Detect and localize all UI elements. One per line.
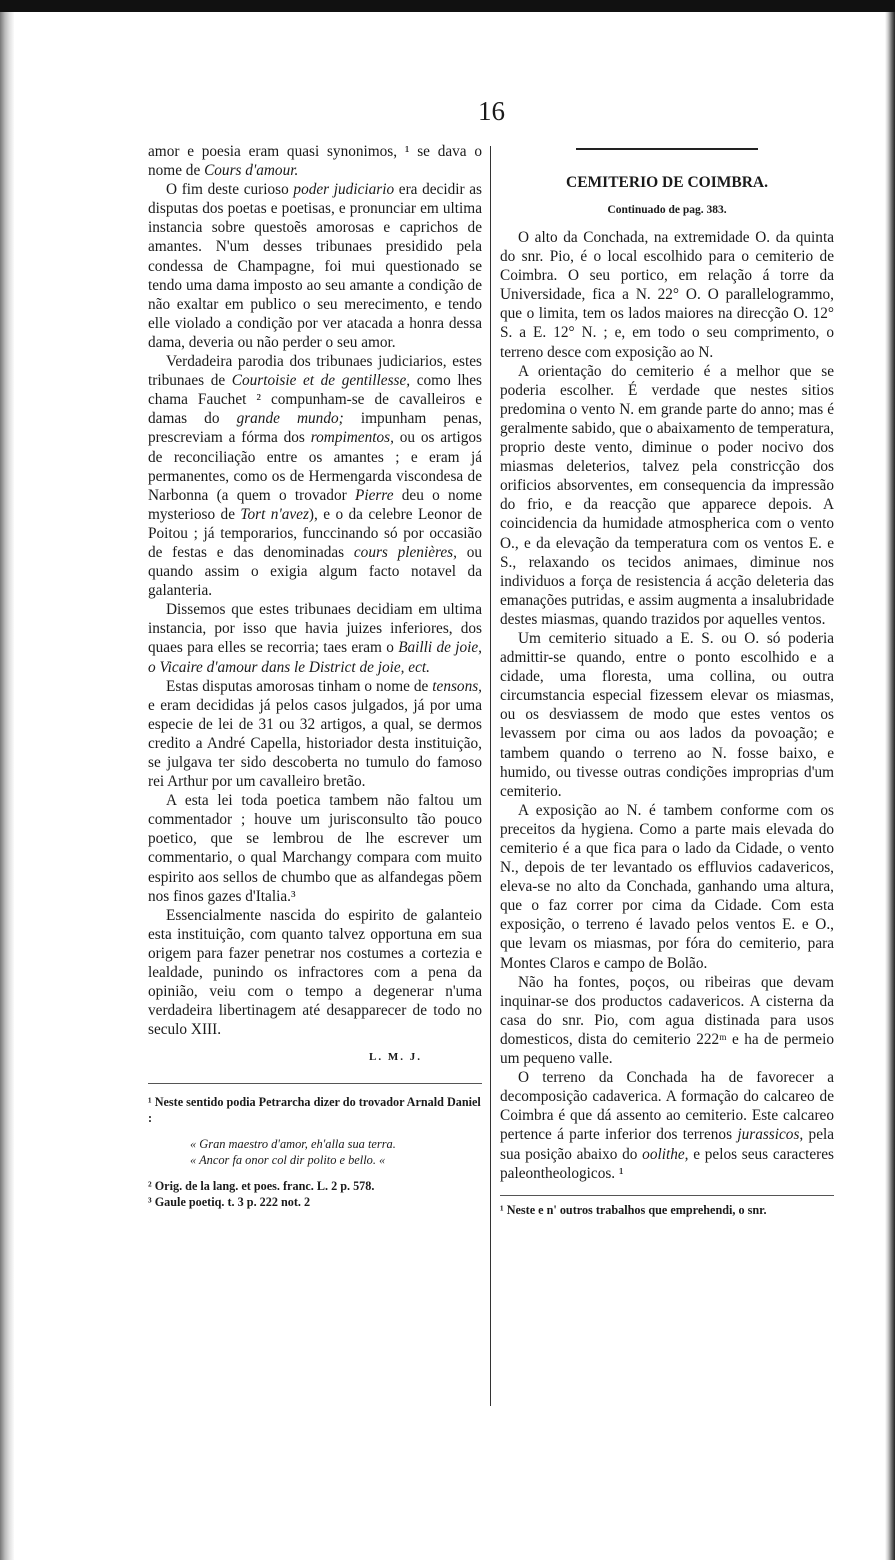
paragraph-2: A orientação do cemiterio é a melhor que se poderia escolher. É verdade que nestes sitios predomina o vento N. em grande parte do anno; mas é geralmente sabido, que o abaixamento de temperatura, proprio deste vento, diminue o poder nocivo dos miasmas deleterios, talvez pela constricção dos orificios absorventes, em consequencia da impressão do frio, e da reacção que apparece depois. A coincidencia da humidade atmospherica com o vento O., e da elevação da temperatura com os ventos E. e S., relaxando os tecidos animaes, diminue nos individuos a força de resistencia á acção deleteria das emanações putridas, e assim augmenta a insalubridade destes miasmas, quando trazidos por aquelles ventos.: [500, 362, 834, 628]
footnote-gap: [148, 1168, 482, 1178]
author-signature: L. M. J.: [369, 1051, 422, 1064]
section-top-rule: [576, 148, 758, 150]
left-column: [148, 142, 482, 1210]
paragraph-4: A exposição ao N. é tambem conforme com os preceitos da hygiena. Como a parte mais elevada do cemiterio é a que fica para o lado da Cidade, o vento N., depois de ter levantado os effluvios cadavericos, eleva-se no alto da Conchada, ganhando uma altura, que o faz correr por cima da Cidade. Com esta exposição, o terreno é lavado pelos ventos E. e O., que levam os miasmas, por fóra do cemiterio, para Montes Claros e campo de Bolão.: [500, 801, 834, 972]
column-divider: [490, 146, 491, 1406]
paragraph-4: Dissemos que estes tribunaes decidiam em ultima instancia, por isso que havia juizes inferiores, dos quaes para elles se recorria; taes eram o Bailli de joie, o Vicaire d'amour dans le District de joie, ect.: [148, 601, 482, 676]
scan-right-edge: [885, 12, 895, 1560]
footnote-rule: [148, 1083, 482, 1084]
paragraph-7: Essencialmente nascida do espirito de galanteio esta instituição, com quanto talvez opportuna em sua origem para fazer penetrar nos costumes a cortezia e lealdade, punindo os infractores com a pena da opinião, veiu com o tempo a degenerar n'uma verdadeira libertinagem até desapparecer de todo no seculo XIII.: [148, 906, 482, 1039]
paragraph-1: O alto da Conchada, na extremidade O. da quinta do snr. Pio, é o local escolhido para o cemiterio de Coimbra. O seu portico, em relação á torre da Universidade, fica a N. 22° O. O parallelogrammo, que o limita, tem os lados maiores na direcção O. 12° S. a E. 12° N. ; e, em todo o seu comprimento, o terreno desce com exposição ao N.: [500, 229, 834, 361]
paragraph-5: Estas disputas amorosas tinham o nome de tensons, e eram decididas já pelos casos julgados, já por uma especie de lei de 31 ou 32 artigos, a qual, se dermos credito a André Capella, historiador desta instituição, se julgava ter sido descoberta no tumulo do famoso rei Arthur por um cavalleiro bretão.: [148, 677, 482, 791]
paragraph-6: A esta lei toda poetica tambem não faltou um commentador ; houve um jurisconsulto tão pouco poetico, que se lembrou de lhe escrever um commentario, o qual Marchangy compara com muito espirito aos sellos de chumbo que as alfandegas põem nos finos gazes d'Italia.³: [148, 792, 482, 905]
section-title: CEMITERIO DE COIMBRA.: [566, 174, 768, 191]
paragraph-5: Não ha fontes, poços, ou ribeiras que devam inquinar-se dos productos cadavericos. A cisterna da casa do snr. Pio, com agua distinada para usos domesticos, dista do cemiterio 222ᵐ e ha de permeio um pequeno valle.: [500, 973, 834, 1068]
footnote-2: ² Orig. de la lang. et poes. franc. L. 2 p. 578.: [148, 1179, 375, 1194]
scan-top-border: [0, 0, 895, 12]
footnote-1: ¹ Neste e n' outros trabalhos que emprehendi, o snr.: [500, 1202, 767, 1217]
paragraph-3: Um cemiterio situado a E. S. ou O. só poderia admittir-se quando, entre o ponto escolhido e a cidade, uma floresta, uma collina, ou outra circumstancia especial fizessem elevar os miasmas, ou os desviassem de modo que estes ventos os levassem por cima ou aos lados da povoação; e tambem quando o terreno ao N. fosse baixo, e humido, ou tivesse outras condições improprias d'um cemiterio.: [500, 629, 834, 800]
footnote-quote-1: « Gran maestro d'amor, eh'alla sua terra.: [190, 1137, 396, 1152]
footnote-3: ³ Gaule poetiq. t. 3 p. 222 not. 2: [148, 1195, 311, 1210]
right-column: [500, 142, 834, 1218]
paragraph-3: Verdadeira parodia dos tribunaes judiciarios, estes tribunaes de Courtoisie et de gentillesse, como lhes chama Fauchet ² compunham-se de cavalleiros e damas do grande mundo; impunham penas, prescreviam a fórma dos rompimentos, ou os artigos de reconciliação entre os amantes ; e eram já permanentes, como os de Hermengarda viscondesa de Narbonna (a quem o trovador Pierre deu o nome mysterioso de Tort n'avez), e o da celebre Leonor de Poitou ; já temporarios, funccinando só por occasião de festas e das denominadas cours plenières, ou quando assim o exigia algum facto notavel da galanteria.: [148, 353, 482, 600]
page-number: 16: [478, 96, 505, 126]
section-subtitle: Continuado de pag. 383.: [607, 204, 727, 216]
paragraph-2: O fim deste curioso poder judiciario era decidir as disputas dos poetas e poetisas, e pronunciar em ultima instancia sobre questoẽs amorosas e caprichos de amantes. N'um desses tribunaes presidido pela condessa de Champagne, foi mui questionado se tendo uma dama imposto ao seu amante a condição de não exaltar em publico o seu merecimento, e tendo elle violado a condição por ver atacada a honra dessa dama, deveria ou não perder o seu amor.: [148, 181, 482, 351]
paragraph-1: amor e poesia eram quasi synonimos, ¹ se dava o nome de Cours d'amour.: [148, 143, 482, 180]
footnote-rule: [500, 1195, 834, 1196]
footnote-1: ¹ Neste sentido podia Petrarcha dizer do trovador Arnald Daniel :: [148, 1095, 481, 1126]
paragraph-6: O terreno da Conchada ha de favorecer a decomposição cadaverica. A formação do calcareo de Coimbra é que dá assento ao cemiterio. Este calcareo pertence á parte inferior dos terrenos jurassicos, pela sua posição abaixo do oolithe, e pelos seus caracteres paleontheologicos. ¹: [500, 1069, 835, 1182]
scan-left-edge: [0, 12, 14, 1560]
footnote-quote-2: « Ancor fa onor col dir polito e bello. «: [190, 1153, 386, 1168]
